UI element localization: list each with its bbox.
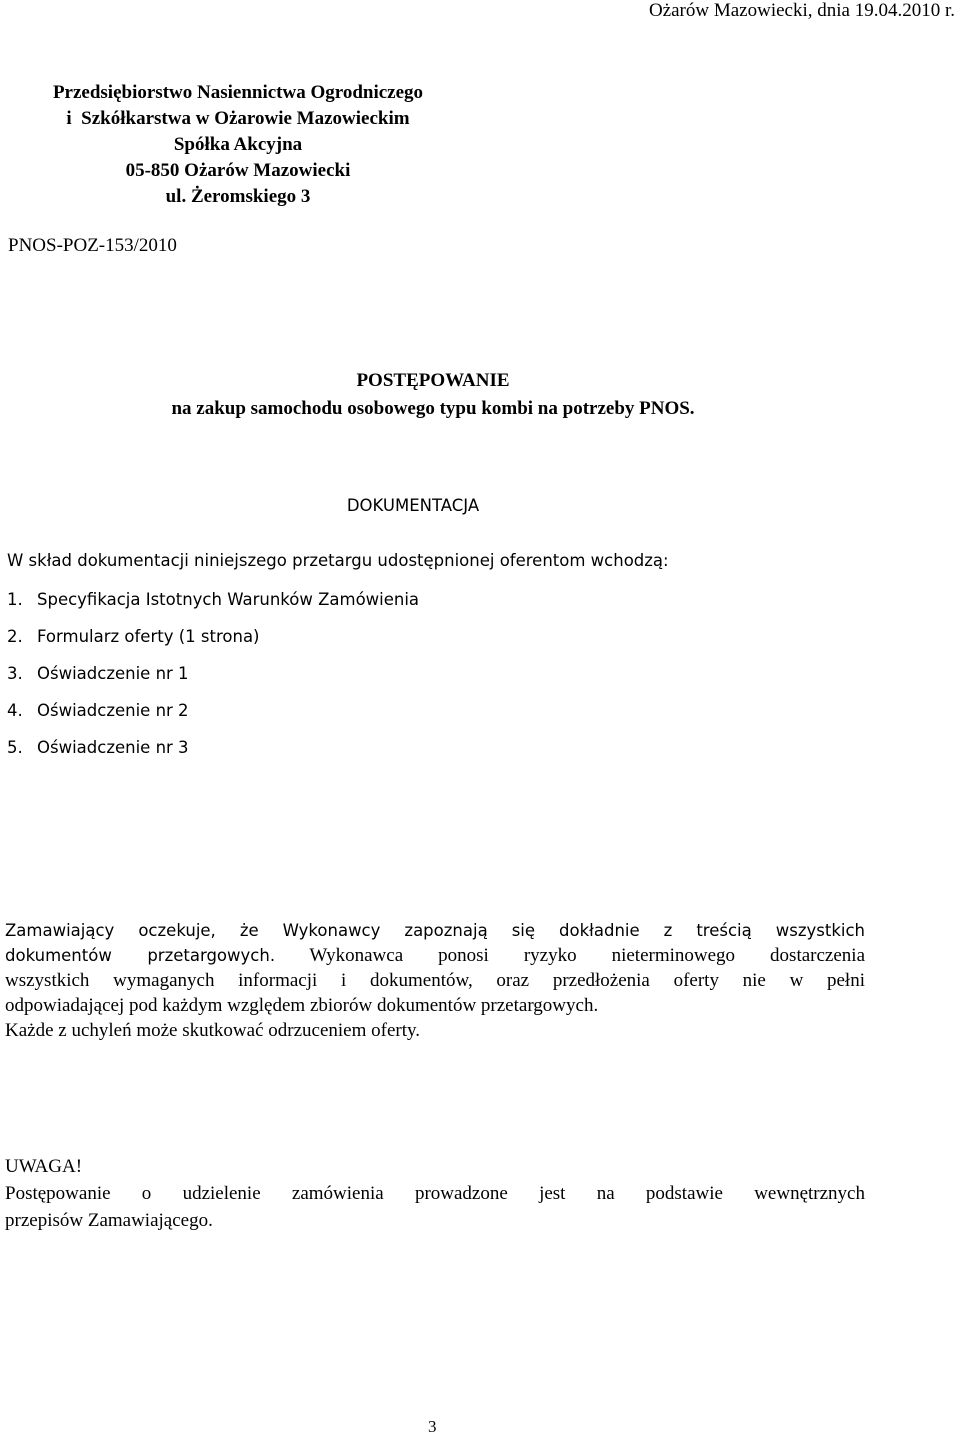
company-postal-city: 05-850 Ożarów Mazowiecki	[125, 160, 351, 181]
warning-block	[5, 1153, 865, 1234]
company-address-block	[8, 80, 468, 210]
document-date: Ożarów Mazowiecki, dnia 19.04.2010 r.	[648, 0, 955, 21]
proceeding-title: POSTĘPOWANIE	[356, 370, 510, 391]
list-item	[7, 739, 419, 776]
company-name-line-1: Przedsiębiorstwo Nasiennictwa Ogrodniczego	[52, 82, 424, 103]
list-item-label: Oświadczenie nr 3	[37, 738, 189, 757]
documentation-heading: DOKUMENTACJA	[346, 496, 480, 515]
list-item-label: Oświadczenie nr 1	[37, 664, 189, 683]
list-item	[7, 702, 419, 739]
proceeding-title-block	[0, 367, 866, 423]
documentation-intro: W skład dokumentacji niniejszego przetargu udostępnionej oferentom wchodzą:	[7, 551, 669, 570]
company-legal-form: Spółka Akcyjna	[173, 134, 303, 155]
list-item-number: 3.	[7, 664, 23, 683]
list-item-label: Specyfikacja Istotnych Warunków Zamówienia	[37, 590, 420, 609]
notice-line-4: odpowiadającej pod każdym względem zbiorów dokumentów przetargowych.	[5, 995, 599, 1016]
list-item	[7, 591, 419, 628]
list-item	[7, 628, 419, 665]
page-number: 3	[428, 1417, 437, 1436]
list-item	[7, 665, 419, 702]
notice-line-3: wszystkich wymaganych informacji i dokumentów, oraz przedłożenia oferty nie w pełni	[5, 970, 865, 991]
notice-line-5: Każde z uchyleń może skutkować odrzuceniem oferty.	[5, 1020, 421, 1041]
notice-line-2a: dokumentów przetargowych.	[5, 946, 276, 965]
notice-line-2b: Wykonawca ponosi ryzyko nieterminowego dostarczenia	[309, 945, 866, 966]
list-item-number: 4.	[7, 701, 23, 720]
warning-line-1: Postępowanie o udzielenie zamówienia prowadzone jest na podstawie wewnętrznych	[5, 1183, 865, 1204]
company-street: ul. Żeromskiego 3	[165, 186, 311, 207]
reference-number: PNOS-POZ-153/2010	[8, 235, 177, 256]
list-item-number: 2.	[7, 627, 23, 646]
notice-line-2	[5, 943, 865, 968]
list-item-number: 5.	[7, 738, 23, 757]
company-name-line-2: i Szkółkarstwa w Ożarowie Mazowieckim	[66, 108, 410, 129]
proceeding-subtitle: na zakup samochodu osobowego typu kombi na potrzeby PNOS.	[171, 398, 695, 419]
warning-line-2: przepisów Zamawiającego.	[5, 1210, 213, 1231]
notice-paragraph	[5, 918, 865, 1043]
warning-label: UWAGA!	[5, 1156, 83, 1177]
list-item-label: Formularz oferty (1 strona)	[37, 627, 260, 646]
list-item-number: 1.	[7, 590, 23, 609]
list-item-label: Oświadczenie nr 2	[37, 701, 189, 720]
notice-line-1: Zamawiający oczekuje, że Wykonawcy zapoznają się dokładnie z treścią wszystkich	[5, 921, 865, 940]
documentation-list	[7, 591, 419, 776]
